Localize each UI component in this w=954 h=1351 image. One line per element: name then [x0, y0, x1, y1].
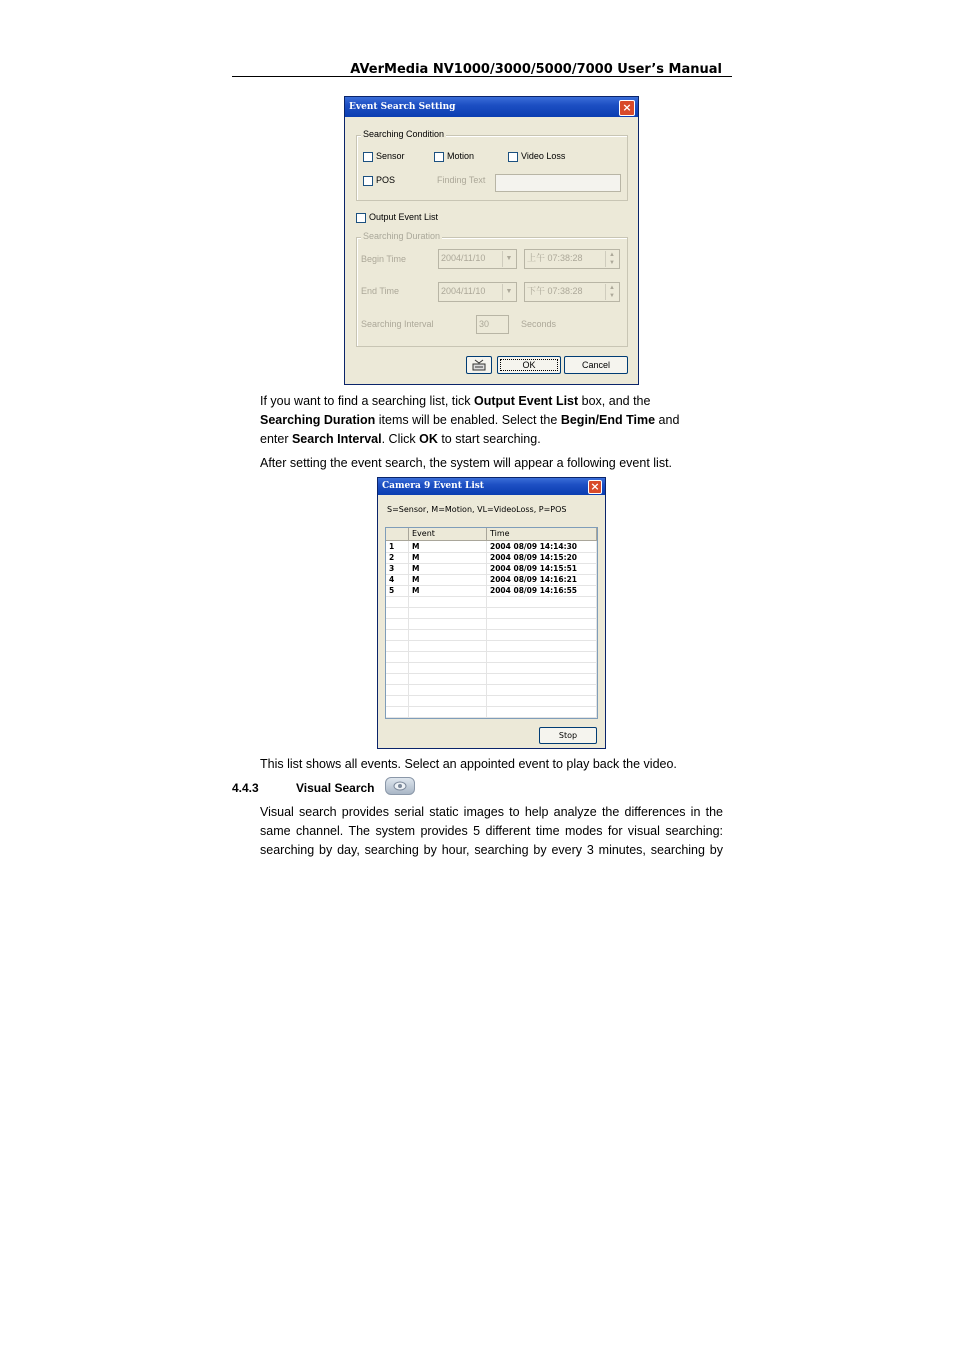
table-cell [386, 695, 409, 706]
table-cell [409, 706, 487, 717]
table-cell [409, 662, 487, 673]
cancel-button[interactable] [564, 356, 628, 374]
table-cell [487, 706, 597, 717]
table-cell [409, 695, 487, 706]
table-cell: 2004 08/09 14:15:20 [487, 552, 597, 563]
end-date-value: 2004/11/10 [441, 286, 486, 296]
dialog-title: Event Search Setting [349, 102, 456, 112]
table-cell [386, 607, 409, 618]
manual-title: AVerMedia NV1000/3000/5000/7000 User’s Manual [350, 62, 722, 77]
table-cell [386, 662, 409, 673]
interval-value: 30 [479, 319, 490, 329]
table-cell [386, 684, 409, 695]
table-cell: 2004 08/09 14:16:55 [487, 585, 597, 596]
seconds-label: Seconds [521, 319, 557, 329]
begin-time-label: Begin Time [361, 254, 407, 264]
event-list-description: This list shows all events. Select an appointed event to play back the video. [260, 757, 677, 771]
table-cell: M [409, 552, 487, 563]
searching-interval-label: Searching Interval [361, 319, 434, 329]
section-number: 4.4.3 [232, 781, 259, 795]
dialog-titlebar [345, 97, 638, 117]
event-search-setting-dialog [344, 96, 639, 385]
table-cell [487, 651, 597, 662]
column-header-time[interactable]: Time [487, 528, 597, 540]
begin-date-value: 2004/11/10 [441, 253, 486, 263]
page-header [232, 62, 732, 77]
table-cell: 2004 08/09 14:15:51 [487, 563, 597, 574]
begin-clock-value: 上午 07:38:28 [527, 253, 583, 263]
table-cell [409, 618, 487, 629]
section-title: Visual Search [296, 781, 375, 795]
column-header-index[interactable] [386, 528, 409, 540]
output-event-list-label: Output Event List [369, 212, 439, 222]
video-loss-checkbox[interactable] [508, 152, 518, 162]
table-cell: 2 [386, 552, 409, 563]
table-cell [487, 673, 597, 684]
output-event-list-checkbox[interactable] [356, 213, 366, 223]
begin-time-spinner[interactable] [524, 249, 620, 269]
table-cell [409, 651, 487, 662]
searching-condition-label: Searching Condition [363, 129, 445, 139]
event-list[interactable] [385, 527, 598, 719]
table-cell [409, 629, 487, 640]
section-heading [232, 779, 375, 798]
table-cell [487, 640, 597, 651]
close-icon[interactable]: × [588, 480, 602, 494]
table-cell: 3 [386, 563, 409, 574]
motion-checkbox[interactable] [434, 152, 444, 162]
video-loss-label: Video Loss [521, 151, 566, 161]
spinner-icon[interactable]: ▲ ▼ [605, 284, 618, 300]
end-time-label: End Time [361, 286, 400, 296]
table-cell [386, 629, 409, 640]
table-cell [487, 596, 597, 607]
table-cell [487, 695, 597, 706]
table-cell: M [409, 585, 487, 596]
table-cell: M [409, 563, 487, 574]
finding-text-input[interactable] [495, 174, 621, 192]
table-cell: 2004 08/09 14:16:21 [487, 574, 597, 585]
table-cell [409, 673, 487, 684]
instructions-paragraph: If you want to find a searching list, tick Output Event List box, and the Searching Duration items will be enabled. Select the Begin/End Time and enter Search Interval. Click OK to start searching. [260, 394, 680, 446]
table-cell: 5 [386, 585, 409, 596]
empty-row [386, 706, 597, 718]
pos-checkbox[interactable] [363, 176, 373, 186]
list-header [386, 528, 597, 541]
event-list-dialog [377, 477, 606, 749]
table-cell: M [409, 541, 487, 552]
end-time-spinner[interactable] [524, 282, 620, 302]
chevron-down-icon[interactable]: ▼ [502, 251, 515, 267]
table-cell: 4 [386, 574, 409, 585]
table-cell [409, 640, 487, 651]
ok-button[interactable] [497, 356, 561, 374]
list-rows [386, 541, 597, 718]
keyboard-icon [472, 359, 486, 371]
searching-duration-label: Searching Duration [363, 231, 441, 241]
event-list-intro: After setting the event search, the system will appear a following event list. [260, 456, 673, 470]
visual-search-icon [385, 777, 415, 795]
stop-label: Stop [558, 731, 578, 740]
sensor-label: Sensor [376, 151, 405, 161]
keyboard-button[interactable] [466, 356, 492, 374]
table-cell [487, 607, 597, 618]
begin-date-picker[interactable] [438, 249, 517, 269]
interval-input[interactable] [476, 315, 509, 334]
spinner-icon[interactable]: ▲ ▼ [605, 251, 618, 267]
chevron-down-icon[interactable]: ▼ [502, 284, 515, 300]
table-cell [409, 684, 487, 695]
table-cell [386, 596, 409, 607]
table-cell [386, 651, 409, 662]
table-cell [487, 662, 597, 673]
finding-text-label: Finding Text [437, 175, 486, 185]
table-cell [409, 607, 487, 618]
sensor-checkbox[interactable] [363, 152, 373, 162]
end-date-picker[interactable] [438, 282, 517, 302]
ok-label: OK [522, 360, 536, 370]
cancel-label: Cancel [581, 360, 610, 370]
table-cell [386, 673, 409, 684]
close-icon[interactable]: × [619, 100, 635, 116]
column-header-event[interactable]: Event [409, 528, 487, 540]
table-cell: M [409, 574, 487, 585]
pos-label: POS [376, 175, 396, 185]
visual-search-paragraph: Visual search provides serial static images to help analyze the differences in the same channel. The system provides 5 different time modes for visual searching: searching by day, searching by hour, searching by every 3 minutes, searching by [260, 805, 723, 857]
end-clock-value: 下午 07:38:28 [527, 286, 583, 296]
table-cell [487, 618, 597, 629]
stop-button[interactable] [539, 727, 597, 744]
table-cell [487, 684, 597, 695]
event-legend: S=Sensor, M=Motion, VL=VideoLoss, P=POS [387, 505, 567, 514]
table-cell [386, 706, 409, 717]
table-cell [386, 640, 409, 651]
dialog-title: Camera 9 Event List [382, 481, 484, 491]
table-cell [409, 596, 487, 607]
table-cell [487, 629, 597, 640]
table-cell [386, 618, 409, 629]
table-cell: 2004 08/09 14:14:30 [487, 541, 597, 552]
table-cell: 1 [386, 541, 409, 552]
dialog-titlebar [378, 478, 605, 495]
motion-label: Motion [447, 151, 475, 161]
